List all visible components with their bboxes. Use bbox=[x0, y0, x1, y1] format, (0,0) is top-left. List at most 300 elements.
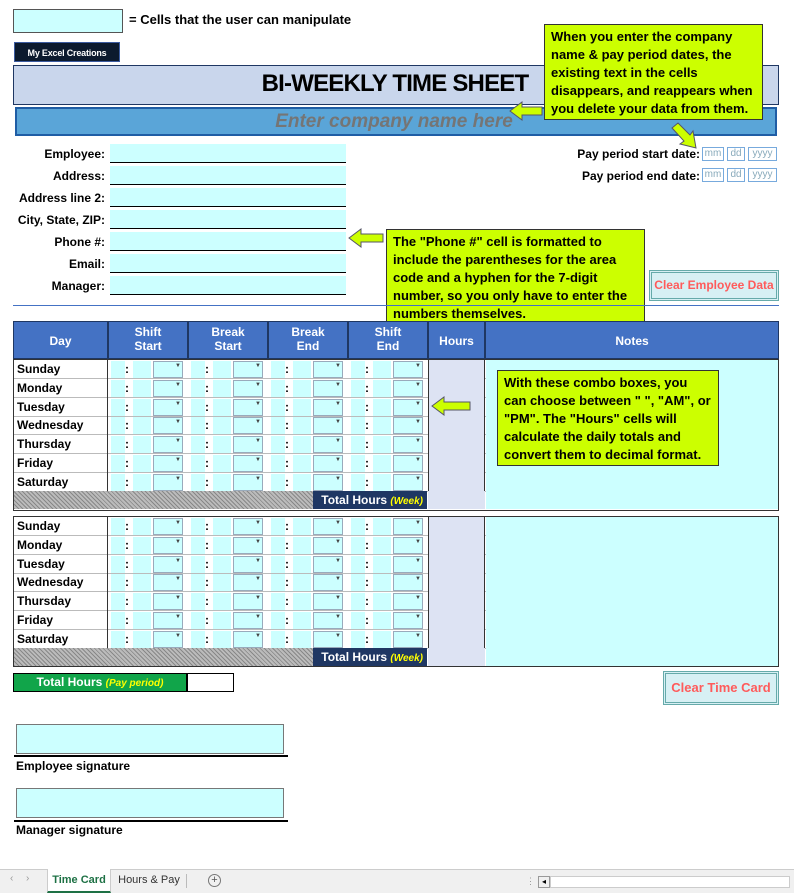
email-input[interactable] bbox=[110, 254, 346, 273]
hour-cell[interactable] bbox=[111, 361, 125, 378]
minute-cell[interactable] bbox=[213, 474, 231, 491]
chevron-down-icon: ▼ bbox=[335, 614, 341, 620]
ampm-combo[interactable] bbox=[393, 518, 423, 535]
colon-separator: : bbox=[365, 631, 369, 646]
minute-cell[interactable] bbox=[213, 455, 231, 472]
minute-cell[interactable] bbox=[293, 455, 311, 472]
pay-end-year[interactable]: yyyy bbox=[748, 168, 777, 182]
hour-cell[interactable] bbox=[111, 455, 125, 472]
colon-separator: : bbox=[125, 456, 129, 470]
colon-separator: : bbox=[125, 537, 129, 552]
divider bbox=[13, 305, 779, 306]
ampm-combo[interactable] bbox=[233, 474, 263, 491]
ampm-combo[interactable] bbox=[313, 455, 343, 472]
hours-cell bbox=[428, 517, 485, 536]
hour-cell[interactable] bbox=[351, 380, 365, 397]
ampm-combo[interactable] bbox=[233, 518, 263, 535]
hour-cell[interactable] bbox=[351, 612, 365, 629]
hour-cell[interactable] bbox=[351, 474, 365, 491]
minute-cell[interactable] bbox=[373, 631, 391, 648]
hour-cell[interactable] bbox=[191, 537, 205, 554]
minute-cell[interactable] bbox=[213, 361, 231, 378]
hour-cell[interactable] bbox=[111, 537, 125, 554]
minute-cell[interactable] bbox=[293, 631, 311, 648]
hour-cell[interactable] bbox=[351, 399, 365, 416]
minute-cell[interactable] bbox=[293, 518, 311, 535]
colon-separator: : bbox=[285, 575, 289, 590]
colon-separator: : bbox=[285, 613, 289, 627]
day-label: Sunday bbox=[14, 517, 108, 536]
chevron-down-icon: ▼ bbox=[335, 632, 341, 639]
minute-cell[interactable] bbox=[133, 612, 151, 629]
minute-cell[interactable] bbox=[373, 361, 391, 378]
employee-signature-label: Employee signature bbox=[16, 759, 131, 773]
minute-cell[interactable] bbox=[373, 537, 391, 554]
minute-cell[interactable] bbox=[293, 593, 311, 610]
hour-cell[interactable] bbox=[351, 436, 365, 453]
notes-cell[interactable] bbox=[486, 536, 778, 555]
chevron-down-icon: ▼ bbox=[335, 520, 341, 526]
hours-cell bbox=[428, 573, 485, 592]
day-label: Monday bbox=[14, 536, 108, 555]
hour-cell[interactable] bbox=[351, 631, 365, 648]
ampm-combo[interactable] bbox=[153, 574, 183, 591]
hour-cell[interactable] bbox=[191, 612, 205, 629]
ampm-combo[interactable] bbox=[313, 417, 343, 434]
ampm-combo[interactable] bbox=[153, 612, 183, 629]
hour-cell[interactable] bbox=[111, 518, 125, 535]
colon-separator: : bbox=[125, 474, 129, 489]
minute-cell[interactable] bbox=[293, 556, 311, 573]
pay-start-day[interactable]: dd bbox=[727, 147, 745, 161]
hour-cell[interactable] bbox=[351, 518, 365, 535]
ampm-combo[interactable] bbox=[153, 436, 183, 453]
minute-cell[interactable] bbox=[293, 574, 311, 591]
colon-separator: : bbox=[365, 380, 369, 395]
ampm-combo[interactable] bbox=[233, 399, 263, 416]
ampm-combo[interactable] bbox=[313, 474, 343, 491]
ampm-combo[interactable] bbox=[393, 474, 423, 491]
notes-cell[interactable] bbox=[486, 611, 778, 630]
hour-cell[interactable] bbox=[191, 380, 205, 397]
minute-cell[interactable] bbox=[213, 574, 231, 591]
ampm-combo[interactable] bbox=[393, 612, 423, 629]
address-input[interactable] bbox=[110, 166, 346, 185]
minute-cell[interactable] bbox=[213, 631, 231, 648]
hours-cell bbox=[428, 592, 485, 611]
chevron-down-icon: ▼ bbox=[255, 419, 261, 426]
pay-period-total-text: Total Hours bbox=[36, 675, 103, 689]
manager-signature-box[interactable] bbox=[16, 788, 284, 818]
tab-scroll-right-icon[interactable]: › bbox=[26, 873, 30, 884]
ampm-combo[interactable] bbox=[313, 361, 343, 378]
ampm-combo[interactable] bbox=[153, 399, 183, 416]
ampm-combo[interactable] bbox=[233, 556, 263, 573]
day-label: Monday bbox=[14, 379, 108, 398]
minute-cell[interactable] bbox=[133, 574, 151, 591]
colon-separator: : bbox=[365, 437, 369, 452]
hour-cell[interactable] bbox=[111, 436, 125, 453]
ampm-combo[interactable] bbox=[313, 593, 343, 610]
clear-time-card-button[interactable]: Clear Time Card bbox=[663, 671, 779, 705]
hours-cell bbox=[428, 416, 485, 435]
ampm-combo[interactable] bbox=[313, 631, 343, 648]
hour-cell[interactable] bbox=[111, 474, 125, 491]
ampm-combo[interactable] bbox=[153, 417, 183, 434]
day-label: Tuesday bbox=[14, 555, 108, 574]
minute-cell[interactable] bbox=[133, 361, 151, 378]
colon-separator: : bbox=[205, 456, 209, 470]
hour-cell[interactable] bbox=[351, 556, 365, 573]
minute-cell[interactable] bbox=[133, 518, 151, 535]
hour-cell[interactable] bbox=[351, 361, 365, 378]
employee-signature-box[interactable] bbox=[16, 724, 284, 754]
hour-cell[interactable] bbox=[271, 474, 285, 491]
ampm-combo[interactable] bbox=[153, 455, 183, 472]
manager-signature-label: Manager signature bbox=[16, 823, 123, 837]
colon-separator: : bbox=[205, 362, 209, 376]
chevron-down-icon: ▼ bbox=[175, 475, 181, 482]
hour-cell[interactable] bbox=[111, 556, 125, 573]
ampm-combo[interactable] bbox=[393, 631, 423, 648]
minute-cell[interactable] bbox=[293, 436, 311, 453]
notes-cell[interactable] bbox=[486, 555, 778, 574]
tab-hours-pay[interactable]: Hours & Pay bbox=[118, 874, 180, 886]
chevron-down-icon: ▼ bbox=[255, 595, 261, 602]
hours-cell bbox=[428, 536, 485, 555]
horizontal-scrollbar[interactable] bbox=[550, 876, 790, 888]
minute-cell[interactable] bbox=[373, 455, 391, 472]
minute-cell[interactable] bbox=[373, 417, 391, 434]
chevron-down-icon: ▼ bbox=[255, 363, 261, 369]
notes-cell[interactable] bbox=[486, 517, 778, 536]
week1-total-hours bbox=[428, 491, 485, 509]
chevron-down-icon: ▼ bbox=[255, 557, 261, 564]
tab-scroll-left-icon[interactable]: ‹ bbox=[10, 873, 14, 884]
arrow-left-icon bbox=[508, 100, 544, 122]
minute-cell[interactable] bbox=[293, 399, 311, 416]
ampm-combo[interactable] bbox=[233, 417, 263, 434]
minute-cell[interactable] bbox=[213, 417, 231, 434]
chevron-down-icon: ▼ bbox=[335, 363, 341, 369]
chevron-down-icon: ▼ bbox=[415, 520, 421, 526]
notes-cell[interactable] bbox=[486, 630, 778, 649]
ampm-combo[interactable] bbox=[233, 631, 263, 648]
week1-total-label bbox=[313, 491, 427, 509]
colon-separator: : bbox=[125, 575, 129, 590]
chevron-down-icon: ▼ bbox=[415, 576, 421, 583]
ampm-combo[interactable] bbox=[313, 574, 343, 591]
phone-input[interactable] bbox=[110, 232, 346, 251]
pay-period-total-value bbox=[187, 673, 234, 692]
ampm-combo[interactable] bbox=[313, 537, 343, 554]
colon-separator: : bbox=[285, 594, 289, 609]
minute-cell[interactable] bbox=[213, 518, 231, 535]
address2-input[interactable] bbox=[110, 188, 346, 207]
hour-cell[interactable] bbox=[111, 612, 125, 629]
colon-separator: : bbox=[205, 474, 209, 489]
hour-cell[interactable] bbox=[351, 455, 365, 472]
ampm-combo[interactable] bbox=[313, 518, 343, 535]
ampm-combo[interactable] bbox=[153, 631, 183, 648]
chevron-down-icon: ▼ bbox=[255, 632, 261, 639]
hour-cell[interactable] bbox=[111, 417, 125, 434]
minute-cell[interactable] bbox=[213, 436, 231, 453]
chevron-down-icon: ▼ bbox=[255, 538, 261, 545]
hour-cell[interactable] bbox=[111, 593, 125, 610]
ampm-combo[interactable] bbox=[393, 361, 423, 378]
notes-cell[interactable] bbox=[486, 473, 778, 492]
ampm-combo[interactable] bbox=[153, 380, 183, 397]
hours-cell bbox=[428, 555, 485, 574]
hour-cell[interactable] bbox=[191, 474, 205, 491]
hours-cell bbox=[428, 360, 485, 379]
hour-cell[interactable] bbox=[271, 593, 285, 610]
colon-separator: : bbox=[205, 437, 209, 452]
phone-note: The "Phone #" cell is formatted to include the parentheses for the area code and a hyphen for the 7-digit number, so you only have to enter the numbers themselves. bbox=[386, 229, 645, 325]
chevron-down-icon: ▼ bbox=[415, 419, 421, 426]
hour-cell[interactable] bbox=[111, 631, 125, 648]
minute-cell[interactable] bbox=[373, 399, 391, 416]
chevron-down-icon: ▼ bbox=[415, 557, 421, 564]
colon-separator: : bbox=[285, 456, 289, 470]
clear-employee-data-button[interactable]: Clear Employee Data bbox=[649, 270, 779, 301]
ampm-combo[interactable] bbox=[153, 556, 183, 573]
day-label: Tuesday bbox=[14, 398, 108, 417]
minute-cell[interactable] bbox=[133, 380, 151, 397]
minute-cell[interactable] bbox=[133, 556, 151, 573]
minute-cell[interactable] bbox=[213, 612, 231, 629]
chevron-down-icon: ▼ bbox=[255, 475, 261, 482]
colon-separator: : bbox=[125, 437, 129, 452]
minute-cell[interactable] bbox=[213, 399, 231, 416]
hour-cell[interactable] bbox=[271, 417, 285, 434]
week1-row-6 bbox=[14, 473, 778, 492]
ampm-combo[interactable] bbox=[153, 593, 183, 610]
city-state-zip-input[interactable] bbox=[110, 210, 346, 229]
hour-cell[interactable] bbox=[271, 556, 285, 573]
minute-cell[interactable] bbox=[133, 436, 151, 453]
hour-cell[interactable] bbox=[351, 574, 365, 591]
ampm-combo[interactable] bbox=[313, 556, 343, 573]
hour-cell[interactable] bbox=[191, 556, 205, 573]
pay-start-year[interactable]: yyyy bbox=[748, 147, 777, 161]
employee-signature-line bbox=[14, 755, 288, 757]
chevron-down-icon: ▼ bbox=[335, 438, 341, 445]
minute-cell[interactable] bbox=[213, 537, 231, 554]
hour-cell[interactable] bbox=[191, 455, 205, 472]
hour-cell[interactable] bbox=[351, 537, 365, 554]
hour-cell[interactable] bbox=[271, 436, 285, 453]
hour-cell[interactable] bbox=[111, 399, 125, 416]
hour-cell[interactable] bbox=[271, 518, 285, 535]
hour-cell[interactable] bbox=[271, 574, 285, 591]
colon-separator: : bbox=[285, 399, 289, 414]
employee-input[interactable] bbox=[110, 144, 346, 163]
week2-total-hours bbox=[428, 648, 485, 666]
chevron-down-icon: ▼ bbox=[255, 400, 261, 407]
ampm-combo[interactable] bbox=[233, 612, 263, 629]
ampm-combo[interactable] bbox=[233, 593, 263, 610]
minute-cell[interactable] bbox=[293, 417, 311, 434]
pay-start-label: Pay period start date: bbox=[577, 147, 700, 161]
hour-cell[interactable] bbox=[271, 631, 285, 648]
hour-cell[interactable] bbox=[191, 631, 205, 648]
colon-separator: : bbox=[285, 418, 289, 433]
hour-cell[interactable] bbox=[271, 612, 285, 629]
manager-input[interactable] bbox=[110, 276, 346, 295]
colon-separator: : bbox=[125, 556, 129, 571]
colon-separator: : bbox=[205, 613, 209, 627]
hour-cell[interactable] bbox=[191, 518, 205, 535]
chevron-down-icon: ▼ bbox=[415, 438, 421, 445]
hours-cell bbox=[428, 473, 485, 492]
minute-cell[interactable] bbox=[133, 455, 151, 472]
pay-period-total-label bbox=[13, 673, 187, 692]
pay-start-month[interactable]: mm bbox=[702, 147, 724, 161]
ampm-combo[interactable] bbox=[233, 361, 263, 378]
colon-separator: : bbox=[365, 399, 369, 414]
notes-cell[interactable] bbox=[486, 573, 778, 592]
ampm-combo[interactable] bbox=[393, 399, 423, 416]
week2-total-label bbox=[313, 648, 427, 666]
hour-cell[interactable] bbox=[191, 399, 205, 416]
chevron-down-icon: ▼ bbox=[255, 614, 261, 620]
hour-cell[interactable] bbox=[271, 455, 285, 472]
ampm-combo[interactable] bbox=[153, 518, 183, 535]
chevron-down-icon: ▼ bbox=[335, 419, 341, 426]
week1-total-hatch bbox=[14, 491, 314, 509]
ampm-combo[interactable] bbox=[153, 361, 183, 378]
notes-cell[interactable] bbox=[486, 592, 778, 611]
colon-separator: : bbox=[205, 556, 209, 571]
ampm-combo[interactable] bbox=[313, 380, 343, 397]
minute-cell[interactable] bbox=[373, 612, 391, 629]
minute-cell[interactable] bbox=[133, 537, 151, 554]
hour-cell[interactable] bbox=[271, 399, 285, 416]
hour-cell[interactable] bbox=[191, 361, 205, 378]
add-sheet-icon[interactable]: + bbox=[208, 874, 221, 887]
hour-cell[interactable] bbox=[351, 593, 365, 610]
minute-cell[interactable] bbox=[133, 399, 151, 416]
week1-tag: (Week) bbox=[390, 496, 423, 507]
minute-cell[interactable] bbox=[373, 436, 391, 453]
chevron-down-icon: ▼ bbox=[175, 595, 181, 602]
minute-cell[interactable] bbox=[373, 474, 391, 491]
ampm-combo[interactable] bbox=[393, 556, 423, 573]
hour-cell[interactable] bbox=[271, 361, 285, 378]
arrow-down-right-icon bbox=[668, 122, 700, 150]
minute-cell[interactable] bbox=[133, 631, 151, 648]
minute-cell[interactable] bbox=[373, 380, 391, 397]
colon-separator: : bbox=[205, 575, 209, 590]
ampm-combo[interactable] bbox=[153, 537, 183, 554]
ampm-combo[interactable] bbox=[233, 380, 263, 397]
hours-cell bbox=[428, 611, 485, 630]
scroll-left-arrow-icon[interactable]: ◂ bbox=[538, 876, 550, 888]
minute-cell[interactable] bbox=[213, 556, 231, 573]
colon-separator: : bbox=[365, 474, 369, 489]
pay-end-month[interactable]: mm bbox=[702, 168, 724, 182]
hour-cell[interactable] bbox=[271, 380, 285, 397]
week2-total-notes[interactable] bbox=[486, 648, 778, 666]
chevron-down-icon: ▼ bbox=[415, 475, 421, 482]
minute-cell[interactable] bbox=[373, 518, 391, 535]
colon-separator: : bbox=[365, 456, 369, 470]
ampm-combo[interactable] bbox=[153, 474, 183, 491]
minute-cell[interactable] bbox=[293, 380, 311, 397]
minute-cell[interactable] bbox=[293, 537, 311, 554]
ampm-combo[interactable] bbox=[313, 399, 343, 416]
ampm-combo[interactable] bbox=[233, 537, 263, 554]
minute-cell[interactable] bbox=[373, 574, 391, 591]
header-shift-end: Shift End bbox=[348, 321, 428, 359]
hour-cell[interactable] bbox=[191, 417, 205, 434]
hour-cell[interactable] bbox=[351, 417, 365, 434]
chevron-down-icon: ▼ bbox=[415, 614, 421, 620]
hour-cell[interactable] bbox=[111, 380, 125, 397]
hour-cell[interactable] bbox=[271, 537, 285, 554]
ampm-combo[interactable] bbox=[313, 436, 343, 453]
page-title: BI-WEEKLY TIME SHEET bbox=[261, 70, 529, 97]
colon-separator: : bbox=[205, 399, 209, 414]
colon-separator: : bbox=[365, 556, 369, 571]
day-label: Sunday bbox=[14, 360, 108, 379]
colon-separator: : bbox=[125, 380, 129, 395]
ampm-combo[interactable] bbox=[393, 593, 423, 610]
colon-separator: : bbox=[285, 437, 289, 452]
minute-cell[interactable] bbox=[373, 556, 391, 573]
colon-separator: : bbox=[285, 631, 289, 646]
ampm-combo[interactable] bbox=[393, 380, 423, 397]
ampm-combo[interactable] bbox=[393, 436, 423, 453]
chevron-down-icon: ▼ bbox=[175, 538, 181, 545]
ampm-combo[interactable] bbox=[393, 417, 423, 434]
week2-total-text: Total Hours bbox=[321, 650, 388, 664]
minute-cell[interactable] bbox=[133, 417, 151, 434]
chevron-down-icon: ▼ bbox=[335, 381, 341, 388]
ampm-combo[interactable] bbox=[233, 574, 263, 591]
header-break-start: Break Start bbox=[188, 321, 268, 359]
minute-cell[interactable] bbox=[293, 612, 311, 629]
ampm-combo[interactable] bbox=[233, 455, 263, 472]
minute-cell[interactable] bbox=[213, 380, 231, 397]
minute-cell[interactable] bbox=[133, 593, 151, 610]
hour-cell[interactable] bbox=[191, 436, 205, 453]
minute-cell[interactable] bbox=[373, 593, 391, 610]
chevron-down-icon: ▼ bbox=[335, 457, 341, 463]
pay-end-day[interactable]: dd bbox=[727, 168, 745, 182]
hour-cell[interactable] bbox=[191, 593, 205, 610]
minute-cell[interactable] bbox=[293, 361, 311, 378]
hours-cell bbox=[428, 630, 485, 649]
ampm-combo[interactable] bbox=[313, 612, 343, 629]
ampm-combo[interactable] bbox=[393, 537, 423, 554]
chevron-down-icon: ▼ bbox=[255, 438, 261, 445]
week1-total-notes[interactable] bbox=[486, 491, 778, 509]
tab-time-card[interactable]: Time Card bbox=[47, 869, 111, 893]
colon-separator: : bbox=[285, 380, 289, 395]
ampm-combo[interactable] bbox=[233, 436, 263, 453]
minute-cell[interactable] bbox=[293, 474, 311, 491]
minute-cell[interactable] bbox=[213, 593, 231, 610]
ampm-combo[interactable] bbox=[393, 574, 423, 591]
minute-cell[interactable] bbox=[133, 474, 151, 491]
ampm-combo[interactable] bbox=[393, 455, 423, 472]
hour-cell[interactable] bbox=[111, 574, 125, 591]
address-label: Address: bbox=[52, 169, 105, 183]
hour-cell[interactable] bbox=[191, 574, 205, 591]
